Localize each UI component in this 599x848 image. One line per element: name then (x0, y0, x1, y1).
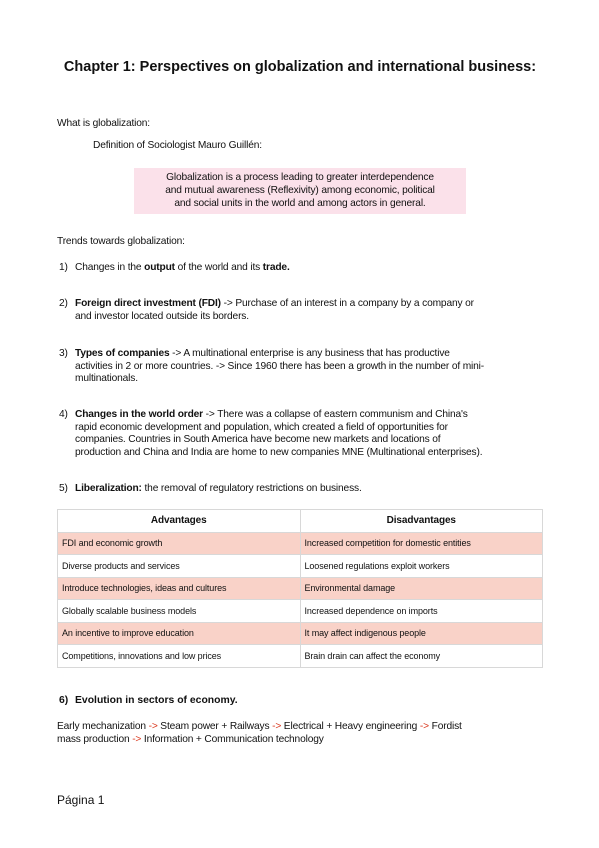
list-text: rapid economic development and population, which created a field of opportunities for (75, 421, 448, 433)
table-cell: FDI and economic growth (58, 532, 301, 555)
list-bold: Foreign direct investment (FDI) (75, 298, 221, 309)
list-number: 3) (59, 348, 68, 359)
evolution-text: Steam power + Railways (157, 721, 273, 732)
list-body (75, 262, 547, 275)
advantages-table (57, 509, 543, 668)
list-text: of the world and its (174, 262, 263, 273)
list-text: Changes in the (75, 262, 145, 273)
evolution-text: Electrical + Heavy engineering (281, 721, 420, 732)
list-bold: Changes in the world order (75, 409, 203, 420)
table-header: Advantages (58, 510, 301, 533)
trends-label: Trends towards globalization: (57, 236, 185, 247)
list-text: -> Purchase of an interest in a company by a company or (220, 298, 474, 309)
list-bold: Liberalization: (75, 483, 142, 494)
section-label: Evolution in sectors of economy. (75, 695, 238, 706)
list-number: 5) (59, 483, 68, 494)
table-cell: Competitions, innovations and low prices (58, 645, 301, 668)
quote-line: and social units in the world and among actors in general. (174, 198, 426, 209)
table-cell: It may affect indigenous people (300, 622, 543, 645)
what-is-heading: What is globalization: (57, 118, 150, 129)
list-text: activities in 2 or more countries. -> Since 1960 there has been a growth in the number of mini- (75, 360, 485, 372)
quote-line: Globalization is a process leading to greater interdependence (166, 172, 434, 183)
definition-quote-box (134, 168, 466, 214)
table-cell: Brain drain can affect the economy (300, 645, 543, 668)
list-bold: Types of companies (75, 348, 170, 359)
table-row (58, 600, 543, 623)
table-cell: Environmental damage (300, 577, 543, 600)
quote-line: and mutual awareness (Reflexivity) among economic, political (165, 185, 435, 196)
table-cell: Increased dependence on imports (300, 600, 543, 623)
section-heading (59, 695, 238, 706)
list-body (75, 409, 547, 459)
evolution-paragraph (57, 721, 547, 746)
list-text: multinationals. (75, 373, 138, 384)
list-text: the removal of regulatory restrictions on business. (141, 483, 362, 494)
list-body (75, 483, 547, 496)
arrow-icon: -> (419, 721, 429, 732)
definition-label: Definition of Sociologist Mauro Guillén: (93, 140, 262, 151)
list-bold: trade. (262, 262, 290, 273)
table-cell: Diverse products and services (58, 555, 301, 578)
evolution-text: Information + Communication technology (141, 733, 324, 745)
list-body (75, 348, 547, 386)
list-text: -> There was a collapse of eastern communism and China's (203, 409, 468, 420)
list-text: and investor located outside its borders. (75, 310, 249, 322)
section-number: 6) (59, 695, 69, 706)
list-number: 1) (59, 262, 68, 273)
evolution-text: mass production (57, 733, 133, 745)
table-cell: Introduce technologies, ideas and cultures (58, 577, 301, 600)
list-body (75, 298, 547, 323)
table-cell: Globally scalable business models (58, 600, 301, 623)
list-number: 4) (59, 409, 68, 420)
page-title: Chapter 1: Perspectives on globalization and international business: (63, 59, 537, 75)
arrow-icon: -> (272, 721, 282, 732)
table-cell: An incentive to improve education (58, 622, 301, 645)
list-text: companies. Countries in South America have become new markets and locations of (75, 434, 441, 445)
page-number: Página 1 (57, 793, 105, 807)
list-bold: output (144, 262, 175, 273)
list-text: -> A multinational enterprise is any business that has productive (169, 348, 450, 359)
table-row (58, 622, 543, 645)
table-row (58, 645, 543, 668)
table-row (58, 532, 543, 555)
arrow-icon: -> (132, 733, 142, 745)
evolution-text: Early mechanization (57, 721, 149, 732)
list-text: production and China and India are home to new companies MNE (Multinational enterprises). (75, 446, 483, 458)
table-header-row (58, 510, 543, 533)
table-cell: Loosened regulations exploit workers (300, 555, 543, 578)
arrow-icon: -> (148, 721, 158, 732)
table-row (58, 577, 543, 600)
evolution-text: Fordist (428, 721, 462, 732)
list-number: 2) (59, 298, 68, 309)
table-header: Disadvantages (300, 510, 543, 533)
table-row (58, 555, 543, 578)
table-cell: Increased competition for domestic entities (300, 532, 543, 555)
